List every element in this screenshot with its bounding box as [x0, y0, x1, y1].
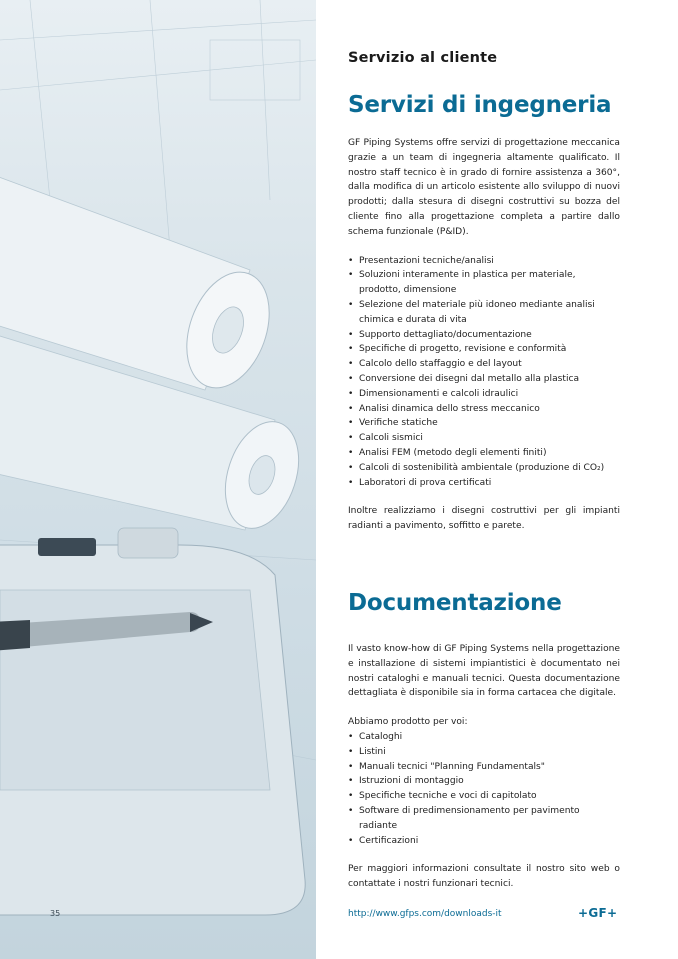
documentation-title: Documentazione: [348, 590, 562, 616]
list-item: • Conversione dei disegni dal metallo alla plastica: [348, 372, 620, 387]
list-item: • Dimensionamenti e calcoli idraulici: [348, 387, 620, 402]
list-item: • Selezione del materiale più idoneo mediante analisi chimica e durata di vita: [348, 298, 620, 328]
list-item: • Specifiche tecniche e voci di capitolato: [348, 789, 620, 804]
list-item: • Calcoli di sostenibilità ambientale (produzione di CO₂): [348, 461, 620, 476]
list-item: • Calcolo dello staffaggio e del layout: [348, 357, 620, 372]
documentation-list-intro: Abbiamo prodotto per voi:: [348, 717, 468, 728]
list-item: • Software di predimensionamento per pavimento radiante: [348, 804, 620, 834]
list-item: • Certificazioni: [348, 834, 620, 849]
gf-logo: +GF+: [578, 906, 618, 920]
list-item: • Cataloghi: [348, 730, 620, 745]
list-item: • Specifiche di progetto, revisione e conformità: [348, 342, 620, 357]
documentation-section: [348, 642, 620, 892]
engineering-list: [348, 254, 620, 491]
list-item: • Soluzioni interamente in plastica per materiale, prodotto, dimensione: [348, 268, 620, 298]
engineering-section: [348, 136, 620, 534]
list-item: • Analisi FEM (metodo degli elementi finiti): [348, 446, 620, 461]
engineering-title: Servizi di ingegneria: [348, 92, 612, 118]
list-item: • Supporto dettagliato/documentazione: [348, 328, 620, 343]
engineering-intro: GF Piping Systems offre servizi di progettazione meccanica grazie a un team di ingegneria altamente qualificato. Il nostro staff tecnico è in grado di fornire assistenza a 360°, dalla modifica di un articolo esistente allo sviluppo di nuovi prodotti; dalla stesura di disegni costruttivi su bozza del cliente fino alla progettazione completa a partire dallo schema funzionale (P&ID).: [348, 138, 620, 237]
cover-photo: [0, 0, 316, 959]
documentation-intro: Il vasto know-how di GF Piping Systems nella progettazione e installazione di sistemi impiantistici è documentato nei nostri cataloghi e manuali tecnici. Questa documentazione dettagliata è disponibile sia in forma cartacea che digitale.: [348, 644, 620, 699]
list-item: • Istruzioni di montaggio: [348, 774, 620, 789]
engineering-closing: Inoltre realizziamo i disegni costruttivi per gli impianti radianti a pavimento, soffitto e parete.: [348, 506, 620, 532]
list-item: • Verifiche statiche: [348, 416, 620, 431]
blueprint-illustration: [0, 0, 316, 959]
list-item: • Analisi dinamica dello stress meccanico: [348, 402, 620, 417]
website-link[interactable]: http://www.gfps.com/downloads-it: [348, 909, 502, 919]
list-item: • Calcoli sismici: [348, 431, 620, 446]
list-item: • Manuali tecnici "Planning Fundamentals": [348, 760, 620, 775]
list-item: • Presentazioni tecniche/analisi: [348, 254, 620, 269]
page-number: 35: [50, 909, 61, 918]
documentation-list: [348, 730, 620, 848]
list-item: • Listini: [348, 745, 620, 760]
list-item: • Laboratori di prova certificati: [348, 476, 620, 491]
documentation-closing: Per maggiori informazioni consultate il nostro sito web o contattate i nostri funzionari tecnici.: [348, 864, 620, 890]
section-label: Servizio al cliente: [348, 50, 498, 66]
